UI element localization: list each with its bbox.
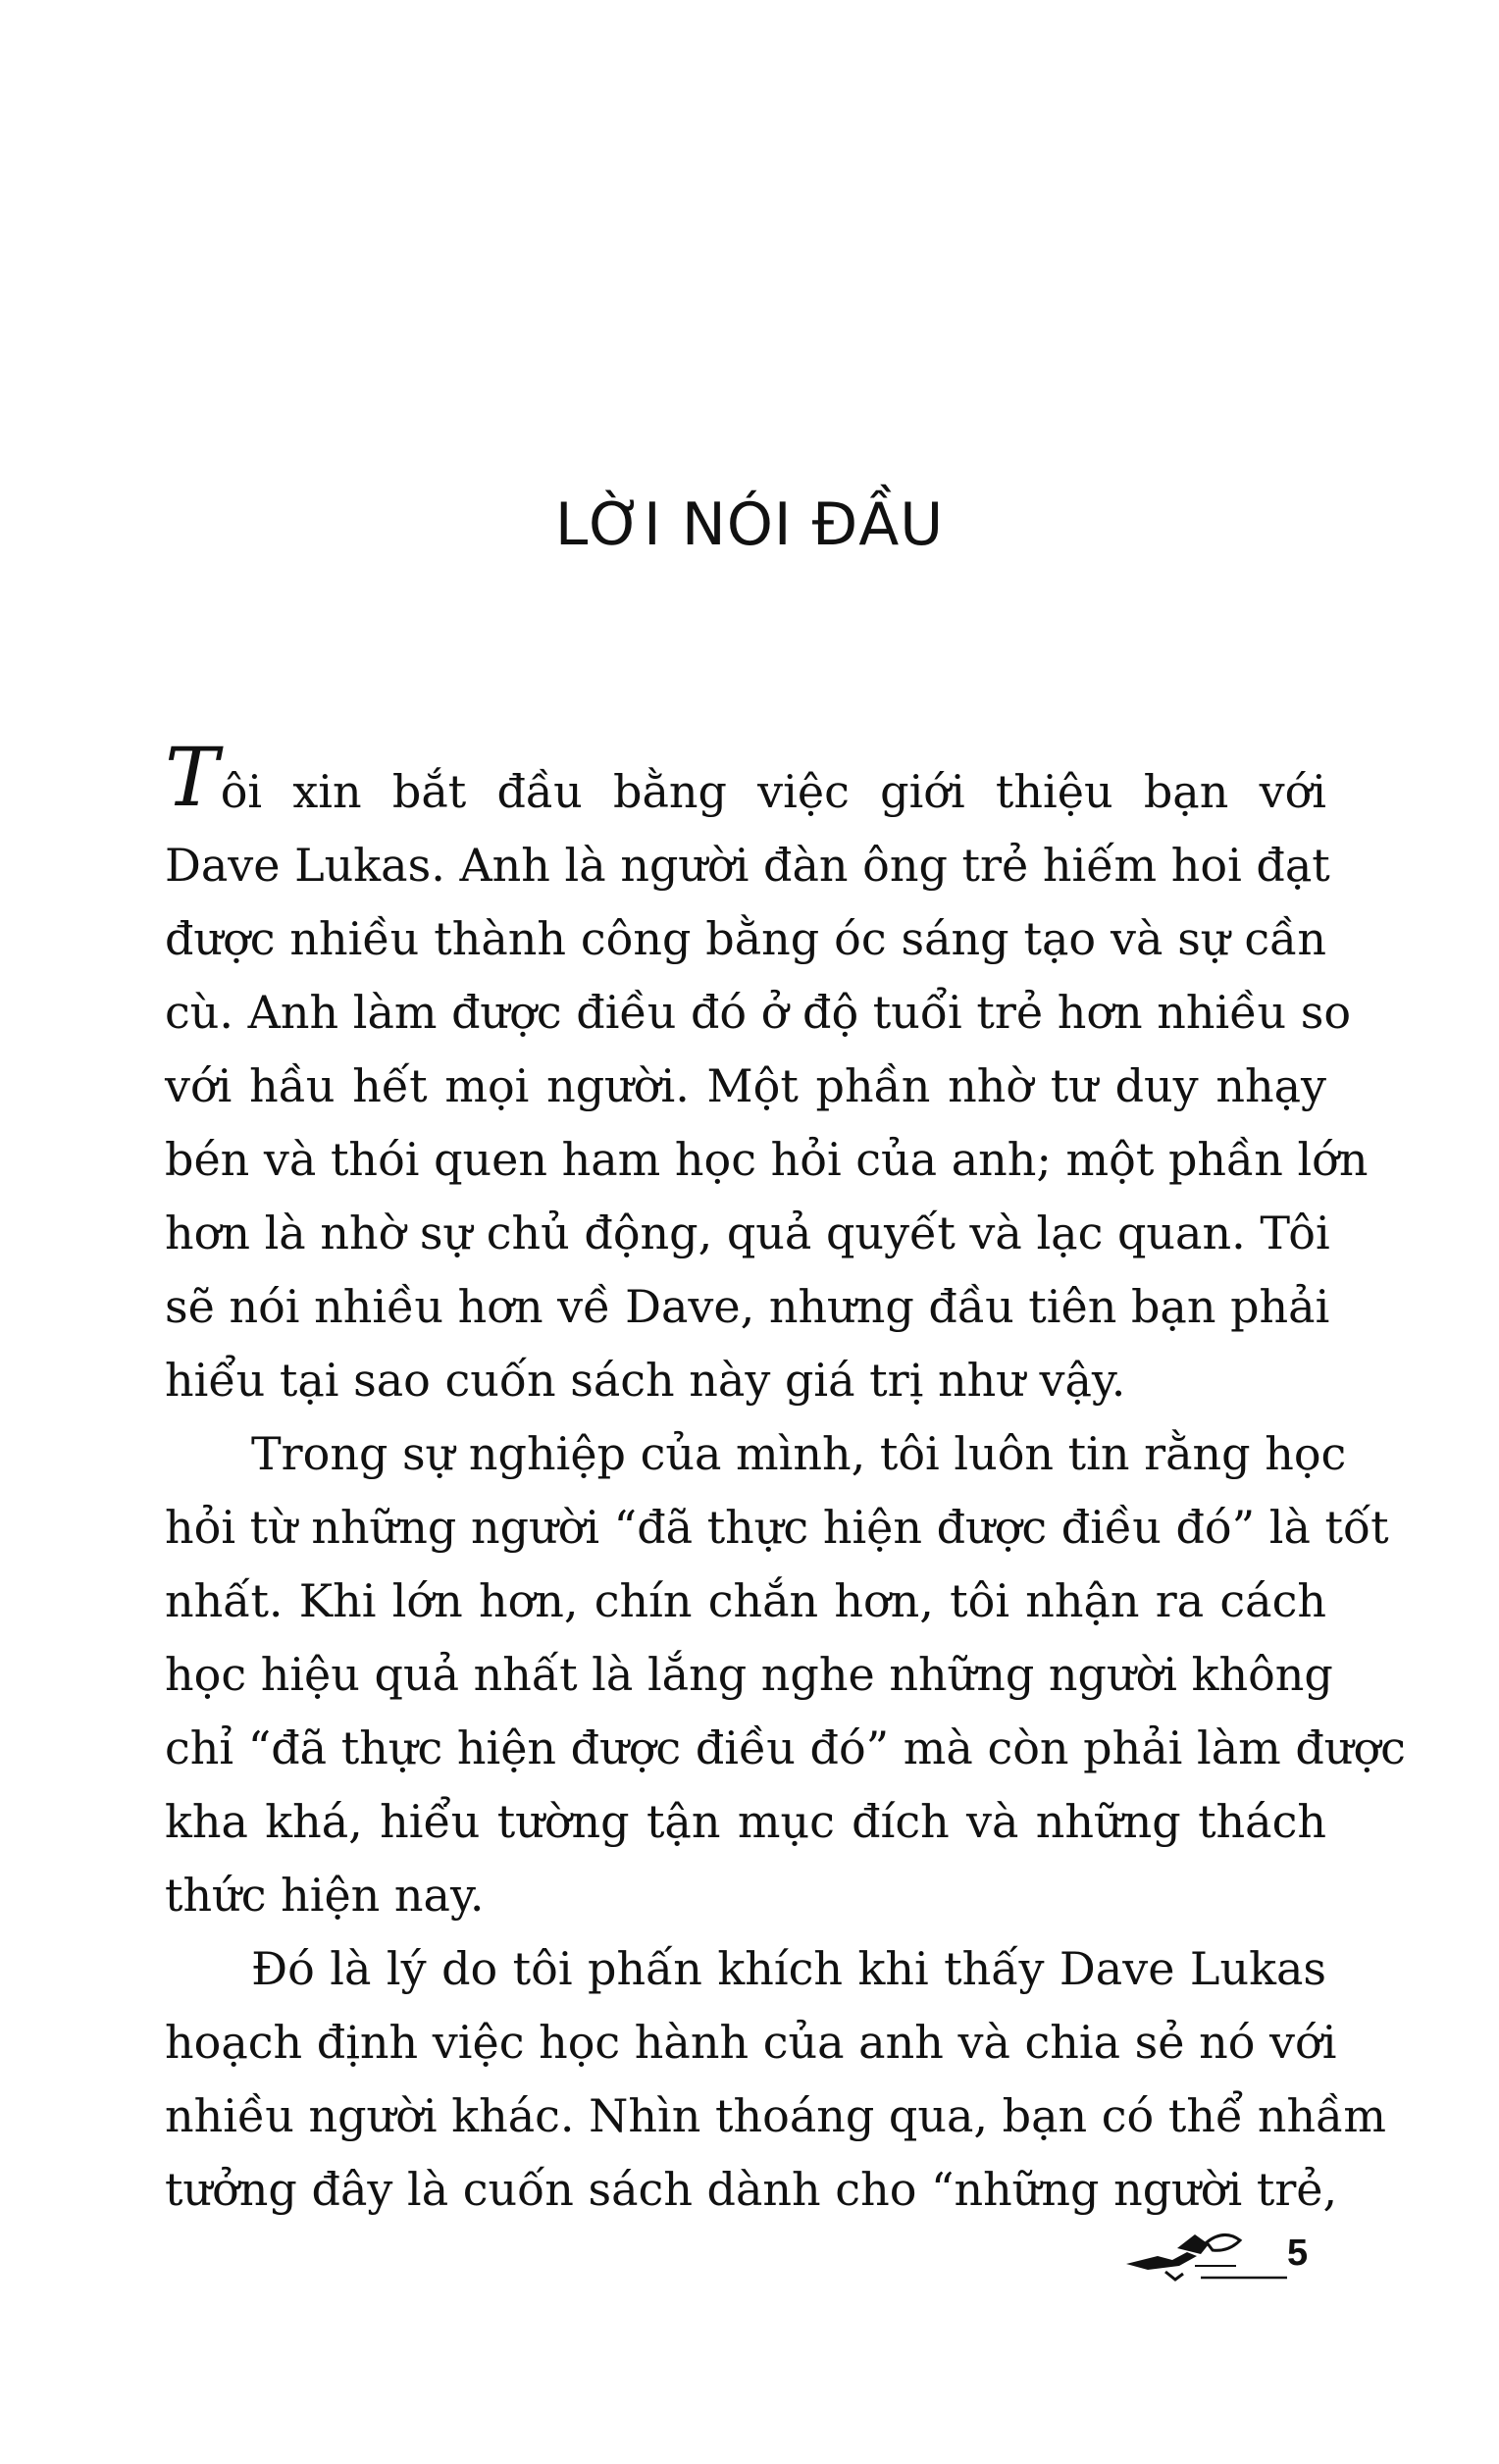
paragraph-line: hơn là nhờ sự chủ động, quả quyết và lạc quan. Tôi bbox=[165, 1206, 1330, 1259]
paragraph-line: thức hiện nay. bbox=[165, 1869, 485, 1922]
paragraph-line: Tôi xin bắt đầu bằng việc giới thiệu bạn với bbox=[165, 732, 1326, 825]
drop-cap: T bbox=[165, 732, 219, 825]
paragraph-3 bbox=[165, 1932, 1386, 2227]
chapter-heading: LỜI NÓI ĐẦU bbox=[554, 490, 945, 559]
paragraph-line: Dave Lukas. Anh là người đàn ông trẻ hiếm hoi đạt bbox=[165, 839, 1330, 892]
runner-ornament-icon bbox=[1118, 2227, 1290, 2285]
paragraph-line: bén và thói quen ham học hỏi của anh; một phần lớn bbox=[165, 1133, 1369, 1186]
paragraph-line: học hiệu quả nhất là lắng nghe những người không bbox=[165, 1648, 1333, 1701]
paragraph-line: nhiều người khác. Nhìn thoáng qua, bạn có thể nhầm bbox=[165, 2089, 1386, 2142]
paragraph-line: hiểu tại sao cuốn sách này giá trị như vậy. bbox=[165, 1354, 1126, 1407]
paragraph-line: kha khá, hiểu tường tận mục đích và những thách bbox=[165, 1795, 1326, 1848]
page-footer bbox=[1118, 2227, 1315, 2285]
paragraph-line: với hầu hết mọi người. Một phần nhờ tư duy nhạy bbox=[165, 1059, 1326, 1112]
paragraph-line: chỉ “đã thực hiện được điều đó” mà còn phải làm được bbox=[165, 1721, 1406, 1774]
page-number: 5 bbox=[1287, 2233, 1309, 2274]
paragraph-line: Đó là lý do tôi phấn khích khi thấy Dave Lukas bbox=[251, 1942, 1326, 1995]
paragraph-line: tưởng đây là cuốn sách dành cho “những người trẻ, bbox=[165, 2163, 1338, 2216]
paragraph-line: cù. Anh làm được điều đó ở độ tuổi trẻ hơn nhiều so bbox=[165, 986, 1352, 1039]
paragraph-line: hoạch định việc học hành của anh và chia sẻ nó với bbox=[165, 2016, 1337, 2069]
paragraph-line: Trong sự nghiệp của mình, tôi luôn tin rằng học bbox=[251, 1427, 1347, 1480]
paragraph-line: hỏi từ những người “đã thực hiện được điều đó” là tốt bbox=[165, 1501, 1389, 1554]
paragraph-line: nhất. Khi lớn hơn, chín chắn hơn, tôi nhận ra cách bbox=[165, 1574, 1326, 1627]
paragraph-line: được nhiều thành công bằng óc sáng tạo và sự cần bbox=[165, 912, 1326, 965]
paragraph-1 bbox=[165, 732, 1369, 1417]
paragraph-line: sẽ nói nhiều hơn về Dave, nhưng đầu tiên bạn phải bbox=[165, 1280, 1330, 1333]
paragraph-2 bbox=[165, 1417, 1406, 1932]
